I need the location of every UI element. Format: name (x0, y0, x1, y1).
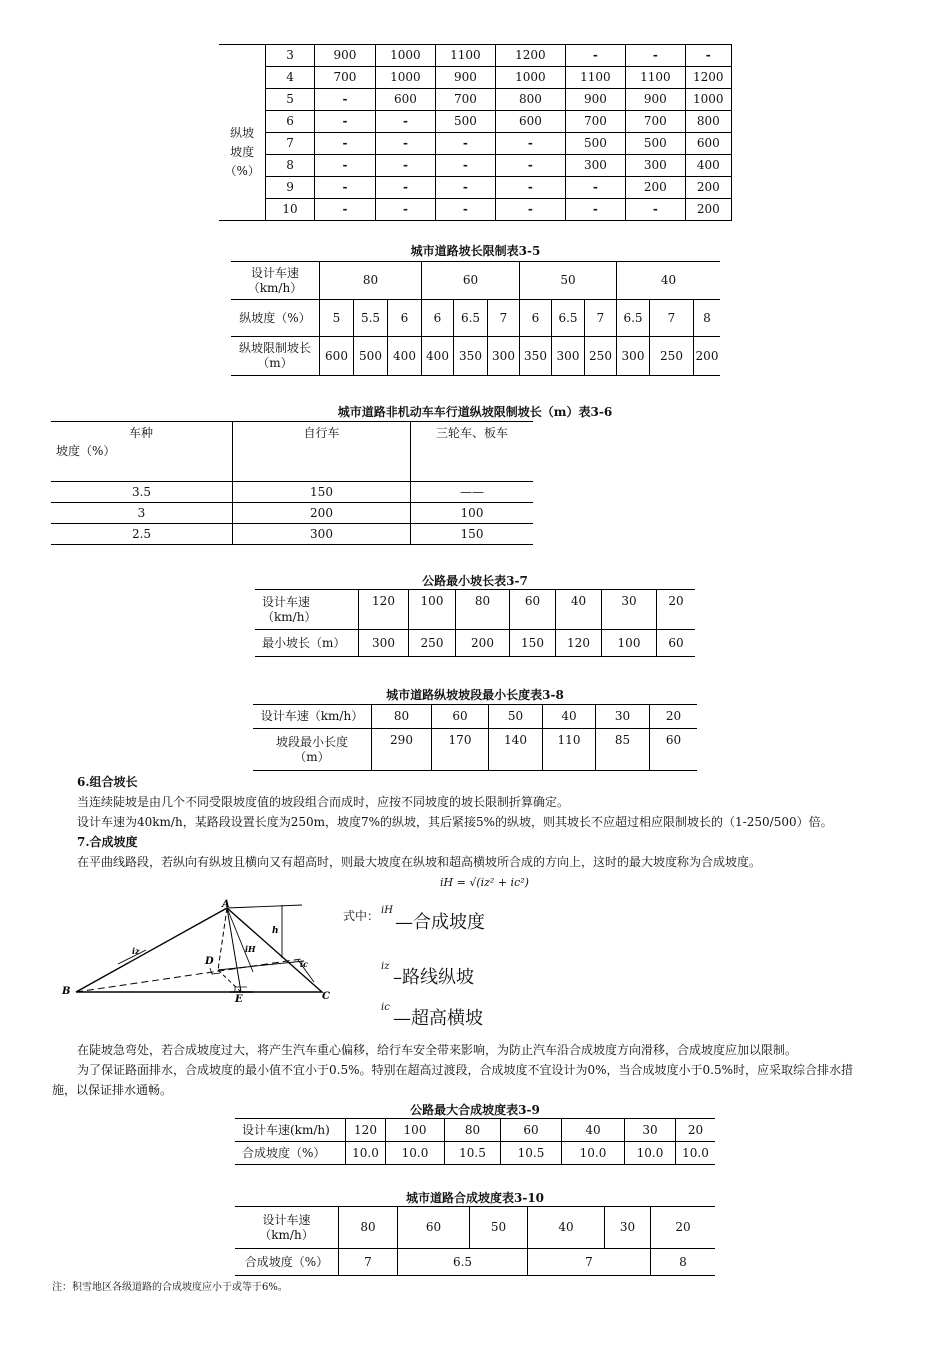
cell: 300 (552, 337, 585, 376)
cell: 10.5 (445, 1142, 501, 1165)
cell: 6.5 (552, 300, 585, 337)
speed-label: 设计车速(km/h) (235, 1119, 346, 1142)
label-d: D (205, 956, 214, 967)
table-3-8-caption: 城市道路纵坡坡段最小长度表3-8 (386, 688, 564, 702)
sym-c: ic (381, 1002, 390, 1013)
cell: 7 (339, 1249, 398, 1276)
cell: 120 (556, 630, 602, 657)
cell: 300 (617, 337, 650, 376)
table-3-9 (235, 1118, 715, 1165)
cell: 5.5 (354, 300, 388, 337)
cell: 1200 (685, 67, 731, 89)
cell: - (314, 199, 375, 221)
cell: - (314, 155, 375, 177)
cell: 1000 (685, 89, 731, 111)
cell: - (376, 155, 435, 177)
sec7-p3a: 为了保证路面排水，合成坡度的最小值不宜小于0.5%。特别在超高过渡段，合成坡度不宜设计为0%，当合成坡度小于0.5%时，应采取综合排水措 (77, 1063, 854, 1077)
speed-60: 60 (422, 262, 520, 300)
cell: 40 (562, 1119, 625, 1142)
cell: - (314, 111, 375, 133)
cell: 400 (685, 155, 731, 177)
table-3-5-caption: 城市道路坡长限制表3-5 (410, 244, 541, 258)
cell: 6 (520, 300, 552, 337)
cell: 300 (565, 155, 625, 177)
cell: - (496, 133, 566, 155)
where-label: 式中： (343, 909, 380, 923)
cell: 500 (435, 111, 495, 133)
diag-top: 车种 (129, 426, 154, 440)
cell: 85 (596, 729, 650, 771)
cell: 170 (432, 729, 489, 771)
grade-label: 纵坡度（%） (231, 300, 320, 337)
cell: 300 (626, 155, 685, 177)
table-3-6-caption: 城市道路非机动车车行道纵坡限制坡长（m）表3-6 (337, 405, 613, 419)
grade-label: 合成坡度（%） (235, 1142, 346, 1165)
table-3-5 (231, 261, 720, 376)
table-3-8 (253, 704, 697, 771)
speed-label: 设计车速 （km/h） (231, 262, 320, 300)
cell: - (314, 133, 375, 155)
cell: 250 (650, 337, 694, 376)
cell: 10.0 (386, 1142, 445, 1165)
table-row (219, 155, 732, 177)
cell: 500 (565, 133, 625, 155)
cell: 9 (266, 177, 314, 199)
cell: 600 (320, 337, 354, 376)
cell: 60 (510, 590, 556, 630)
cell: - (435, 133, 495, 155)
cell: 1200 (496, 45, 566, 67)
sym-z: iz (381, 961, 390, 972)
cell: 10.0 (676, 1142, 716, 1165)
cell: 300 (488, 337, 520, 376)
label-b: B (62, 986, 71, 997)
cell: - (376, 111, 435, 133)
label-e: E (235, 994, 243, 1005)
speed-label: 设计车速 （km/h） (235, 1207, 339, 1249)
def-c: —超高横坡 (393, 1008, 483, 1029)
cell: 900 (435, 67, 495, 89)
cell: 8 (266, 155, 314, 177)
cell: 10.5 (501, 1142, 562, 1165)
cell: - (376, 133, 435, 155)
cell: 80 (372, 705, 432, 729)
cell: 500 (354, 337, 388, 376)
sec6-p2: 设计车速为40km/h，某路段设置长度为250m，坡度7%的纵坡，其后紧接5%的纵坡，则其坡长不应超过相应限制坡长的（1-250/500）倍。 (77, 815, 833, 829)
formula: iH = √(iz² + ic²) (440, 876, 529, 889)
cell: 150 (411, 524, 534, 545)
cell: 250 (585, 337, 617, 376)
cell: - (435, 177, 495, 199)
cell: 200 (685, 177, 731, 199)
sec7-p2: 在陡坡急弯处，若合成坡度过大，将产生汽车重心偏移，给行车安全带来影响，为防止汽车沿合成坡度方向滑移，合成坡度应加以限制。 (77, 1043, 798, 1057)
cell: 600 (685, 133, 731, 155)
cell: 400 (422, 337, 454, 376)
cell: 6.5 (398, 1249, 528, 1276)
sec6-title: 6.组合坡长 (77, 775, 138, 789)
cell: 120 (359, 590, 409, 630)
cell: 3 (51, 503, 233, 524)
sym-h: iH (381, 905, 393, 916)
table-row (219, 67, 732, 89)
cell: - (496, 199, 566, 221)
cell: 5 (320, 300, 354, 337)
table-3-9-caption: 公路最大合成坡度表3-9 (410, 1103, 540, 1117)
cell: - (435, 155, 495, 177)
cell: 5 (266, 89, 314, 111)
cell: 40 (556, 590, 602, 630)
cell: 110 (543, 729, 596, 771)
cell: 700 (314, 67, 375, 89)
cell: 20 (657, 590, 696, 630)
cell: 6 (388, 300, 422, 337)
cell: 600 (496, 111, 566, 133)
label-a: A (222, 899, 230, 910)
cell: 700 (565, 111, 625, 133)
table-3-4-cont (219, 44, 732, 221)
cell: - (685, 45, 731, 67)
cell: 1000 (376, 45, 435, 67)
cell: 1100 (626, 67, 685, 89)
cell: 3.5 (51, 482, 233, 503)
cell: 30 (596, 705, 650, 729)
row-label: 纵坡 坡度 （%） (219, 45, 266, 221)
table-3-7-caption: 公路最小坡长表3-7 (422, 574, 528, 588)
speed-80: 80 (320, 262, 422, 300)
cell: 200 (694, 337, 721, 376)
table-row (219, 177, 732, 199)
cell: - (496, 177, 566, 199)
table-3-7 (255, 589, 695, 657)
cell: - (565, 45, 625, 67)
cell: 30 (602, 590, 657, 630)
col-tricycle: 三轮车、板车 (411, 422, 534, 482)
cell: 300 (233, 524, 411, 545)
cell: 900 (626, 89, 685, 111)
cell: 2.5 (51, 524, 233, 545)
cell: 60 (650, 729, 698, 771)
cell: 10.0 (562, 1142, 625, 1165)
cell: 700 (626, 111, 685, 133)
cell: 50 (489, 705, 543, 729)
diag-bottom: 坡度（%） (56, 444, 116, 458)
table-row (219, 89, 732, 111)
cell: 80 (456, 590, 510, 630)
cell: - (626, 45, 685, 67)
label-c: C (322, 991, 330, 1002)
cell: 30 (605, 1207, 651, 1249)
cell: 900 (565, 89, 625, 111)
table-row (219, 45, 732, 67)
label-ic: ic (300, 959, 308, 969)
label-h: h (272, 926, 279, 936)
cell: 10 (266, 199, 314, 221)
cell: 150 (510, 630, 556, 657)
cell: - (376, 177, 435, 199)
def-h: —合成坡度 (395, 912, 485, 933)
speed-label: 设计车速（km/h） (253, 705, 372, 729)
cell: 1100 (565, 67, 625, 89)
cell: - (626, 199, 685, 221)
table-row (219, 199, 732, 221)
table-row (219, 111, 732, 133)
table-3-10-caption: 城市道路合成坡度表3-10 (405, 1191, 545, 1205)
cell: 3 (266, 45, 314, 67)
col-bicycle: 自行车 (233, 422, 411, 482)
cell: 30 (625, 1119, 676, 1142)
cell: 60 (398, 1207, 470, 1249)
table-3-10 (235, 1206, 715, 1276)
cell: 200 (233, 503, 411, 524)
cell: 7 (488, 300, 520, 337)
cell: 350 (520, 337, 552, 376)
cell: 6 (266, 111, 314, 133)
sec7-p3b: 施，以保证排水通畅。 (52, 1083, 173, 1097)
cell: 60 (432, 705, 489, 729)
cell: 400 (388, 337, 422, 376)
cell: 200 (626, 177, 685, 199)
cell: 20 (650, 705, 698, 729)
len-label: 坡段最小长度 （m） (253, 729, 372, 771)
cell: 80 (445, 1119, 501, 1142)
grade-label: 合成坡度（%） (235, 1249, 339, 1276)
cell: 40 (528, 1207, 605, 1249)
diag-header (51, 422, 233, 482)
cell: 100 (386, 1119, 445, 1142)
label-ih: iH (245, 944, 256, 954)
cell: - (565, 199, 625, 221)
cell: 800 (496, 89, 566, 111)
cell: 4 (266, 67, 314, 89)
speed-40: 40 (617, 262, 721, 300)
cell: 10.0 (346, 1142, 386, 1165)
cell: 600 (376, 89, 435, 111)
cell: 140 (489, 729, 543, 771)
def-z: –路线纵坡 (393, 967, 474, 988)
limit-label: 纵坡限制坡长 （m） (231, 337, 320, 376)
cell: 40 (543, 705, 596, 729)
table-row (219, 133, 732, 155)
cell: 6.5 (617, 300, 650, 337)
cell: 300 (359, 630, 409, 657)
cell: 100 (409, 590, 456, 630)
cell: 20 (676, 1119, 716, 1142)
cell: 1000 (496, 67, 566, 89)
cell: 7 (528, 1249, 651, 1276)
cell: - (314, 89, 375, 111)
cell: 60 (657, 630, 696, 657)
sec7-p1: 在平曲线路段，若纵向有纵坡且横向又有超高时，则最大坡度在纵坡和超高横坡所合成的方向上，这时的最大坡度称为合成坡度。 (77, 855, 762, 869)
cell: 6 (422, 300, 454, 337)
label-iz: iz (132, 946, 140, 956)
cell: 1000 (376, 67, 435, 89)
cell: 7 (650, 300, 694, 337)
cell: - (435, 199, 495, 221)
cell: 200 (685, 199, 731, 221)
cell: - (565, 177, 625, 199)
cell: 7 (585, 300, 617, 337)
cell: - (496, 155, 566, 177)
cell: 200 (456, 630, 510, 657)
cell: 150 (233, 482, 411, 503)
cell: 500 (626, 133, 685, 155)
cell: 350 (454, 337, 488, 376)
cell: 100 (411, 503, 534, 524)
cell: 700 (435, 89, 495, 111)
slope-diagram (60, 898, 340, 1008)
cell: 7 (266, 133, 314, 155)
cell: 50 (470, 1207, 528, 1249)
cell: 8 (651, 1249, 716, 1276)
cell: 100 (602, 630, 657, 657)
table-3-6 (51, 421, 533, 545)
cell: 900 (314, 45, 375, 67)
len-label: 最小坡长（m） (255, 630, 359, 657)
speed-50: 50 (520, 262, 617, 300)
cell: 8 (694, 300, 721, 337)
cell: 290 (372, 729, 432, 771)
note: 注：积雪地区各级道路的合成坡度应小于或等于6%。 (52, 1282, 288, 1293)
cell: 10.0 (625, 1142, 676, 1165)
cell: - (314, 177, 375, 199)
sec7-title: 7.合成坡度 (77, 835, 138, 849)
cell: 80 (339, 1207, 398, 1249)
cell: - (376, 199, 435, 221)
cell: 6.5 (454, 300, 488, 337)
cell: 120 (346, 1119, 386, 1142)
cell: —— (411, 482, 534, 503)
sec6-p1: 当连续陡坡是由几个不同受限坡度值的坡段组合而成时，应按不同坡度的坡长限制折算确定。 (77, 795, 570, 809)
cell: 20 (651, 1207, 716, 1249)
speed-label: 设计车速 （km/h） (255, 590, 359, 630)
cell: 800 (685, 111, 731, 133)
cell: 250 (409, 630, 456, 657)
cell: 1100 (435, 45, 495, 67)
cell: 60 (501, 1119, 562, 1142)
